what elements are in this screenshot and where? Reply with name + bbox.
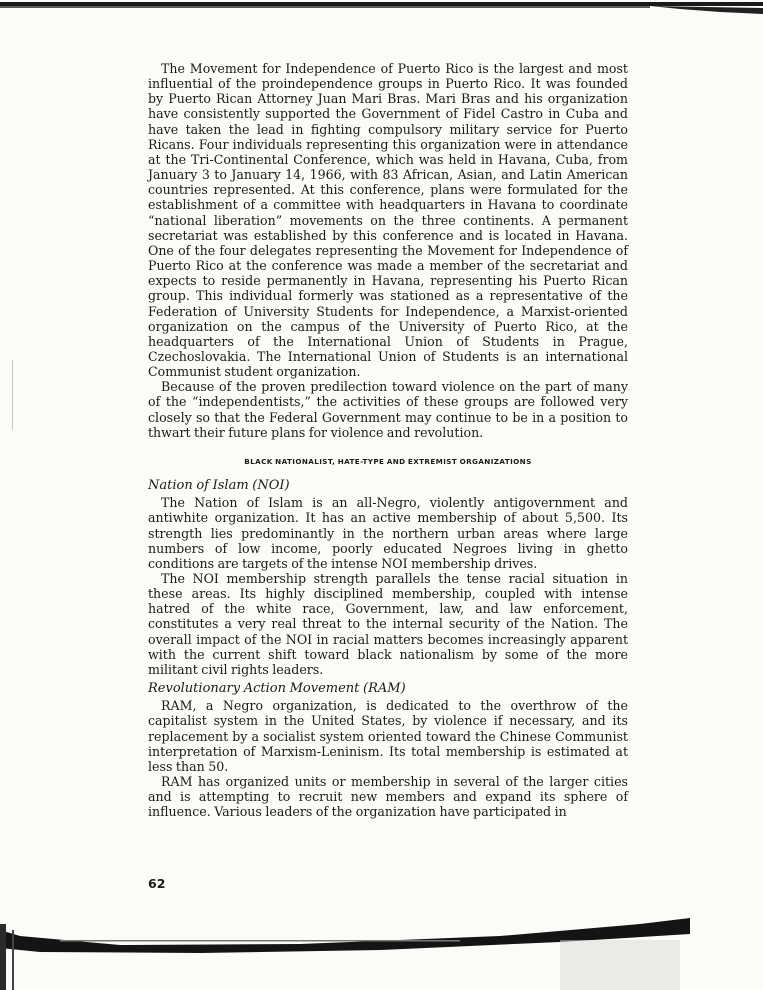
paragraph-predilection-toward-violence: Because of the proven predilection toward violence on the part of many of the “independentists,” the activities of these groups are followed very closely so that the Federal Government may continue to be in a position to thwart their future plans for violence and revolution. xyxy=(148,379,628,440)
scan-margin-mark xyxy=(12,360,13,430)
paragraph-ram-2: RAM has organized units or membership in several of the larger cities and is attempting to recruit new members and expand its sphere of influence. Various leaders of the organization have participated in xyxy=(148,774,628,820)
paragraph-movement-for-independence: The Movement for Independence of Puerto Rico is the largest and most influential of the proindependence groups in Puerto Rico. It was founded by Puerto Rican Attorney Juan Mari Bras. Mari Bras and his organization have consistently supported the Government of Fidel Castro in Cuba and have taken the lead in fighting compulsory military service for Puerto Ricans. Four individuals representing this organization were in attendance at the Tri-Continental Conference, which was held in Havana, Cuba, from January 3 to January 14, 1966, with 83 African, Asian, and Latin American countries represented. At this conference, plans were formulated for the establishment of a committee with headquarters in Havana to coordinate “national liberation” movements on the three continents. A permanent secretariat was established by this conference and is located in Havana. One of the four delegates representing the Movement for Independence of Puerto Rico at the conference was made a member of the secretariat and expects to reside permanently in Havana, representing his Puerto Rican group. This individual formerly was stationed as a representative of the Federation of University Students for Independence, a Marxist-oriented organization on the campus of the University of Puerto Rico, at the headquarters of the International Union of Students in Prague, Czechoslovakia. The International Union of Students is an international Communist student organization. xyxy=(148,61,628,380)
paragraph-ram-1: RAM, a Negro organization, is dedicated to the overthrow of the capitalist system in the United States, by violence if necessary, and its replacement by a socialist system oriented toward the Chinese Communist interpretation of Marxism-Leninism. Its total membership is estimated at less than 50. xyxy=(148,698,628,774)
scan-top-edge xyxy=(0,0,763,22)
paragraph-noi-1: The Nation of Islam is an all-Negro, violently antigovernment and antiwhite organization. It has an active membership of about 5,500. Its strength lies predominantly in the northern urban areas where large numbers of low income, poorly educated Negroes living in ghetto conditions are targets of the intense NOI membership drives. xyxy=(148,495,628,571)
section-heading: BLACK NATIONALIST, HATE-TYPE AND EXTREMIST ORGANIZATIONS xyxy=(244,456,532,466)
scan-bottom-edge xyxy=(0,900,763,990)
text-column xyxy=(148,61,628,820)
subsection-heading-noi: Nation of Islam (NOI) xyxy=(148,478,290,494)
subsection-heading-ram: Revolutionary Action Movement (RAM) xyxy=(148,681,406,697)
paragraph-noi-2: The NOI membership strength parallels the tense racial situation in these areas. Its highly disciplined membership, coupled with intense hatred of the white race, Government, law, and law enforcement, constitutes a very real threat to the internal security of the Nation. The overall impact of the NOI in racial matters becomes increasingly apparent with the current shift toward black nationalism by some of the more militant civil rights leaders. xyxy=(148,571,628,677)
page-number: 62 xyxy=(148,876,166,891)
